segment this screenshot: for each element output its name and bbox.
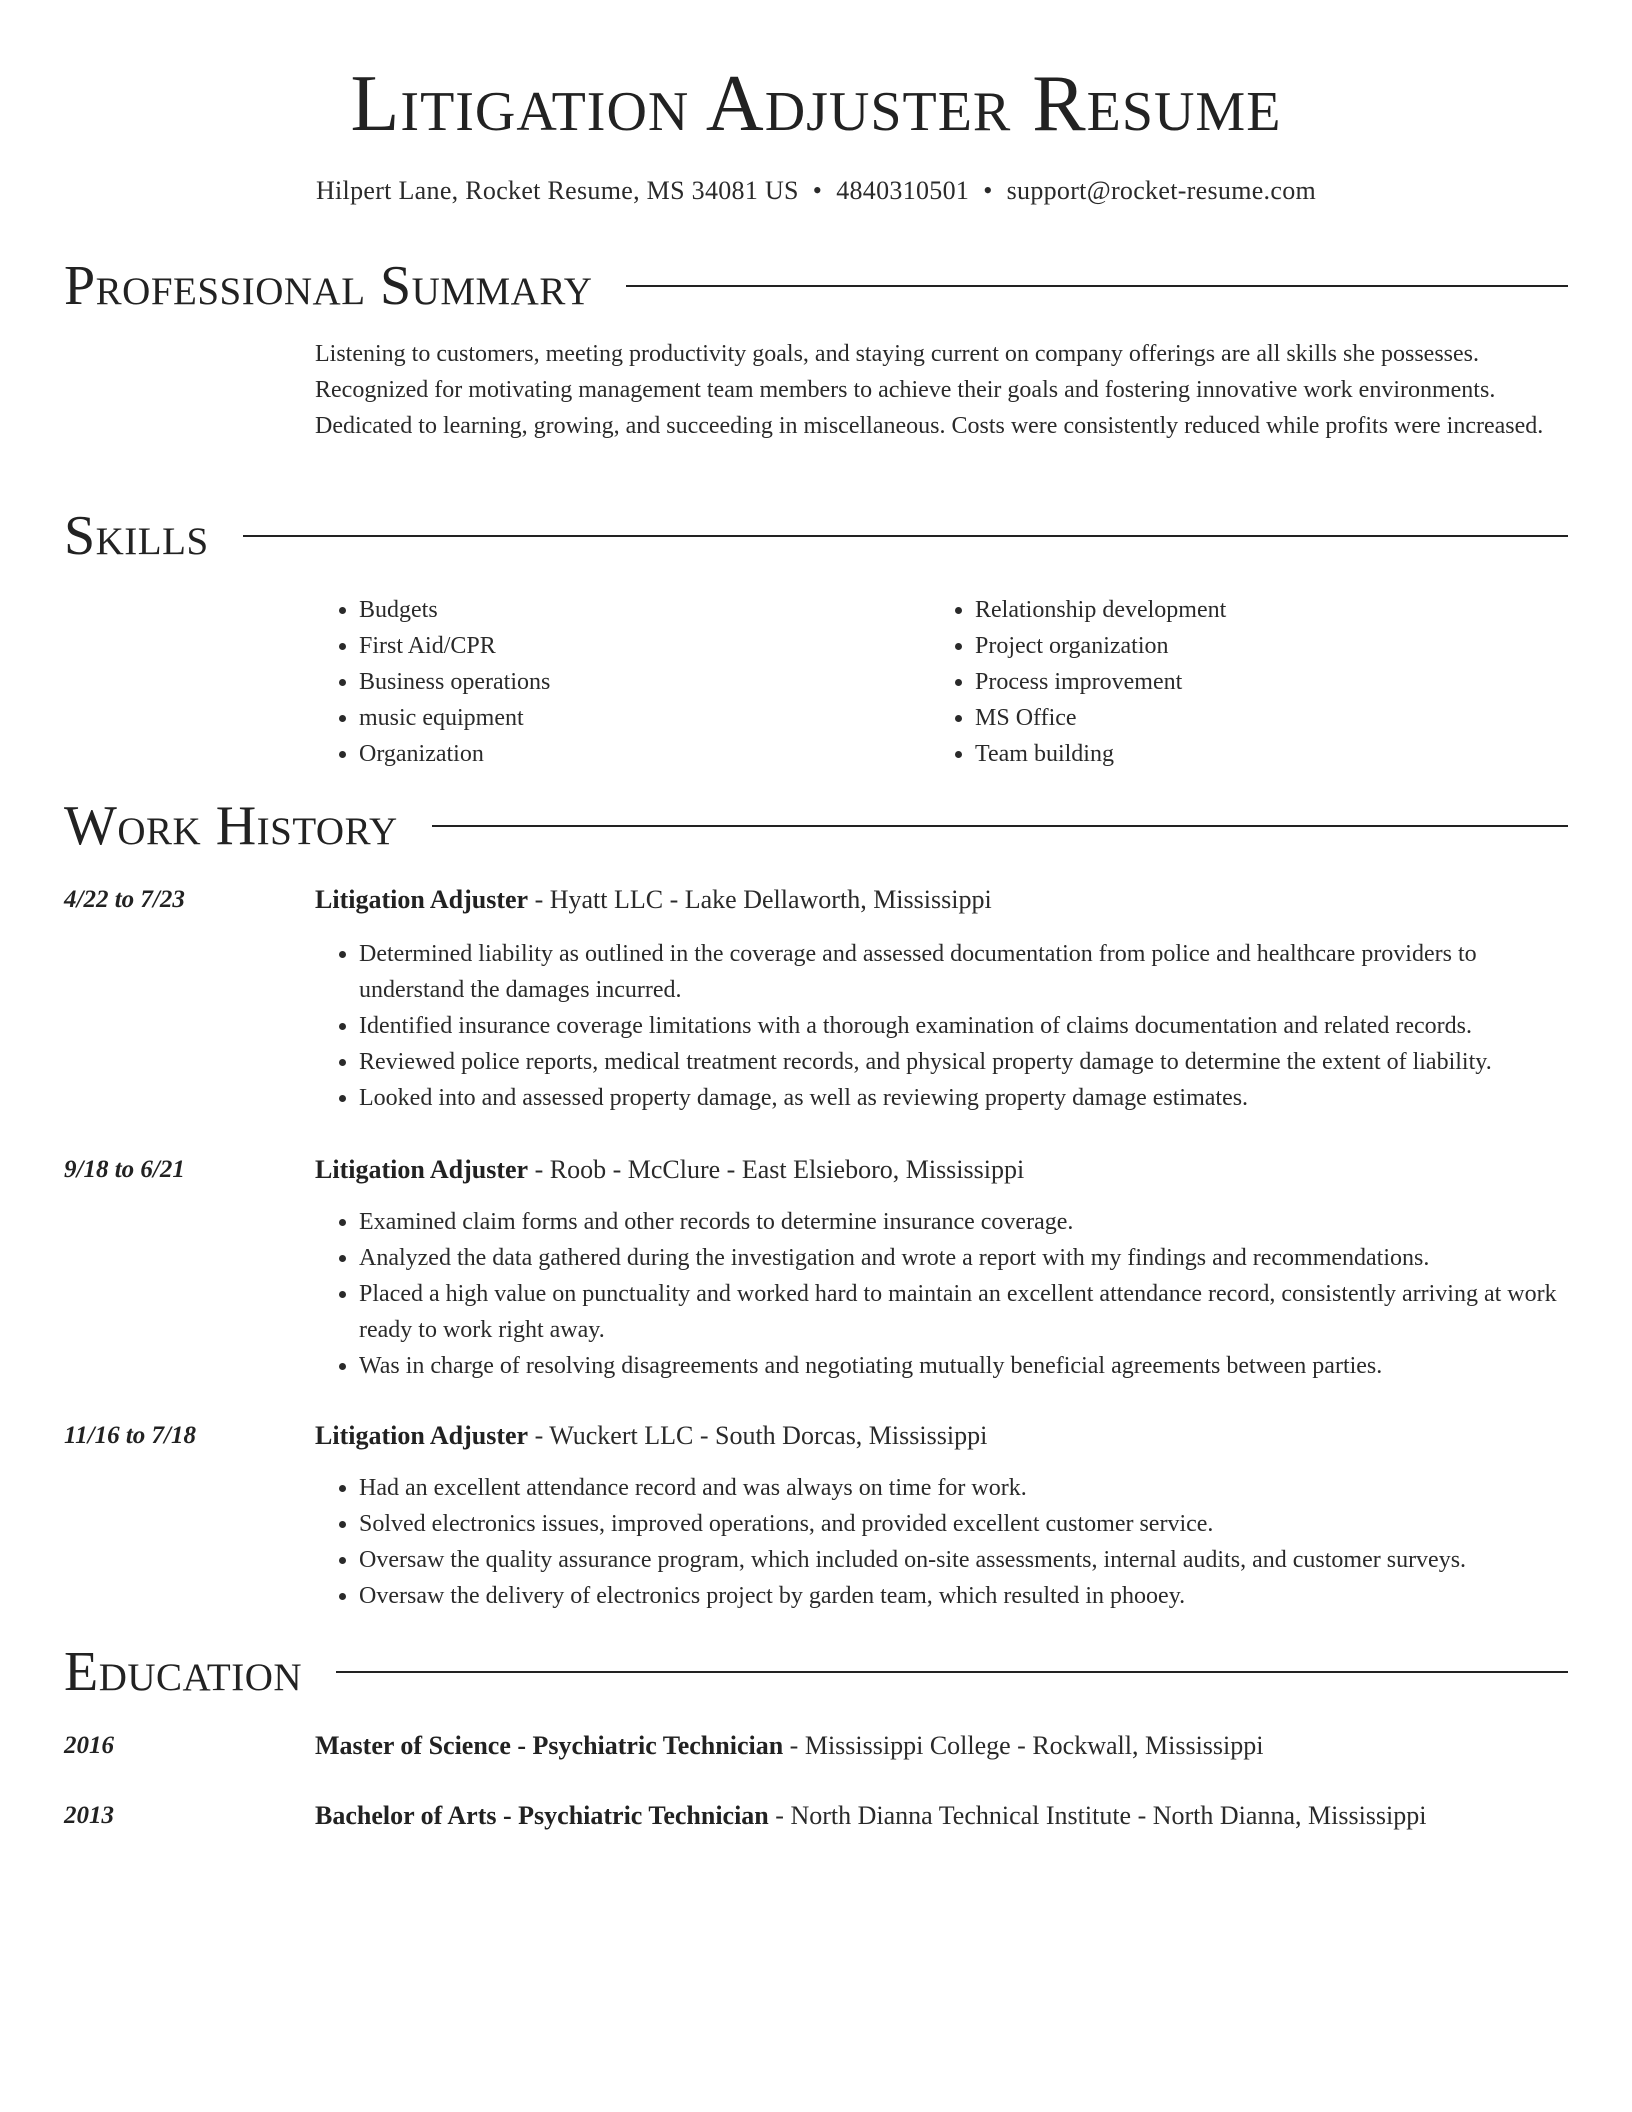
section-title-skills: Skills	[64, 505, 209, 567]
skill-item: • Process improvement	[975, 664, 1491, 700]
education-school-location: - Mississippi College - Rockwall, Mississippi	[783, 1731, 1264, 1760]
section-title-education: Education	[64, 1641, 303, 1703]
section-divider	[432, 825, 1568, 827]
duty-item: • Analyzed the data gathered during the investigation and wrote a report with my findings and recommendations.	[359, 1240, 1568, 1276]
skill-item: • Team building	[975, 736, 1491, 772]
education-school-location: - North Dianna Technical Institute - North Dianna, Mississippi	[768, 1801, 1427, 1830]
section-divider	[626, 285, 1568, 287]
section-header-skills	[64, 504, 1568, 568]
job-dates: 11/16 to 7/18	[64, 1422, 196, 1449]
skill-item: • Project organization	[975, 628, 1491, 664]
skills-column-left	[315, 592, 875, 772]
contact-phone: 4840310501	[836, 176, 970, 205]
summary-paragraph: Listening to customers, meeting productivity goals, and staying current on company offerings are all skills she possesses. Recognized for motivating management team members to achieve their goals and fostering innovative work environments. Dedicated to learning, growing, and succeeding in miscellaneous. Costs were consistently reduced while profits were increased.	[315, 341, 1544, 439]
duty-item: • Solved electronics issues, improved operations, and provided excellent customer service.	[359, 1506, 1568, 1542]
job-duties	[315, 1470, 1568, 1614]
skill-item: • Business operations	[359, 664, 875, 700]
section-divider	[243, 535, 1568, 537]
skill-item: • First Aid/CPR	[359, 628, 875, 664]
job-heading	[315, 882, 1568, 918]
duty-item: • Placed a high value on punctuality and worked hard to maintain an excellent attendance record, consistently arriving at work ready to work right away.	[359, 1276, 1568, 1348]
skills-column-right	[931, 592, 1491, 772]
duty-item: • Oversaw the delivery of electronics project by garden team, which resulted in phooey.	[359, 1578, 1568, 1614]
resume-title: Litigation Adjuster Resume	[350, 60, 1282, 148]
duty-item: • Determined liability as outlined in the coverage and assessed documentation from police and healthcare providers to understand the damages incurred.	[359, 936, 1568, 1008]
skill-item: • MS Office	[975, 700, 1491, 736]
education-degree: Bachelor of Arts - Psychiatric Technician	[315, 1801, 769, 1830]
section-header-summary	[64, 254, 1568, 318]
job-title: Litigation Adjuster	[315, 1421, 529, 1450]
section-header-education	[64, 1640, 1568, 1704]
education-entry	[315, 1798, 1568, 1834]
contact-line	[0, 174, 1632, 208]
skill-item: • Organization	[359, 736, 875, 772]
duty-item: • Reviewed police reports, medical treatment records, and physical property damage to determine the extent of liability.	[359, 1044, 1568, 1080]
duty-item: • Was in charge of resolving disagreements and negotiating mutually beneficial agreements between parties.	[359, 1348, 1568, 1384]
job-employer-location: - Hyatt LLC - Lake Dellaworth, Mississippi	[528, 885, 992, 914]
duty-item: • Oversaw the quality assurance program, which included on-site assessments, internal audits, and customer surveys.	[359, 1542, 1568, 1578]
job-employer-location: - Roob - McClure - East Elsieboro, Mississippi	[528, 1155, 1025, 1184]
contact-email: support@rocket-resume.com	[1006, 176, 1317, 205]
education-year: 2016	[64, 1732, 114, 1759]
education-entry	[315, 1728, 1568, 1764]
job-dates: 9/18 to 6/21	[64, 1156, 185, 1183]
duty-item: • Had an excellent attendance record and was always on time for work.	[359, 1470, 1568, 1506]
job-duties	[315, 936, 1568, 1116]
section-divider	[336, 1671, 1568, 1673]
section-title-work: Work History	[64, 795, 398, 857]
job-employer-location: - Wuckert LLC - South Dorcas, Mississippi	[528, 1421, 988, 1450]
section-header-work	[64, 794, 1568, 858]
skill-item: • Relationship development	[975, 592, 1491, 628]
contact-separator: •	[983, 176, 993, 205]
job-title: Litigation Adjuster	[315, 1155, 529, 1184]
job-heading	[315, 1418, 1568, 1454]
job-heading	[315, 1152, 1568, 1188]
job-duties	[315, 1204, 1568, 1384]
duty-item: • Looked into and assessed property damage, as well as reviewing property damage estimates.	[359, 1080, 1568, 1116]
skill-item: • music equipment	[359, 700, 875, 736]
education-degree: Master of Science - Psychiatric Technician	[315, 1731, 784, 1760]
contact-address: Hilpert Lane, Rocket Resume, MS 34081 US	[315, 176, 799, 205]
education-year: 2013	[64, 1802, 114, 1829]
duty-item: • Identified insurance coverage limitations with a thorough examination of claims documentation and related records.	[359, 1008, 1568, 1044]
job-title: Litigation Adjuster	[315, 885, 529, 914]
duty-item: • Examined claim forms and other records to determine insurance coverage.	[359, 1204, 1568, 1240]
job-dates: 4/22 to 7/23	[64, 886, 185, 913]
skill-item: • Budgets	[359, 592, 875, 628]
section-title-summary: Professional Summary	[64, 255, 593, 317]
contact-separator: •	[812, 176, 823, 205]
